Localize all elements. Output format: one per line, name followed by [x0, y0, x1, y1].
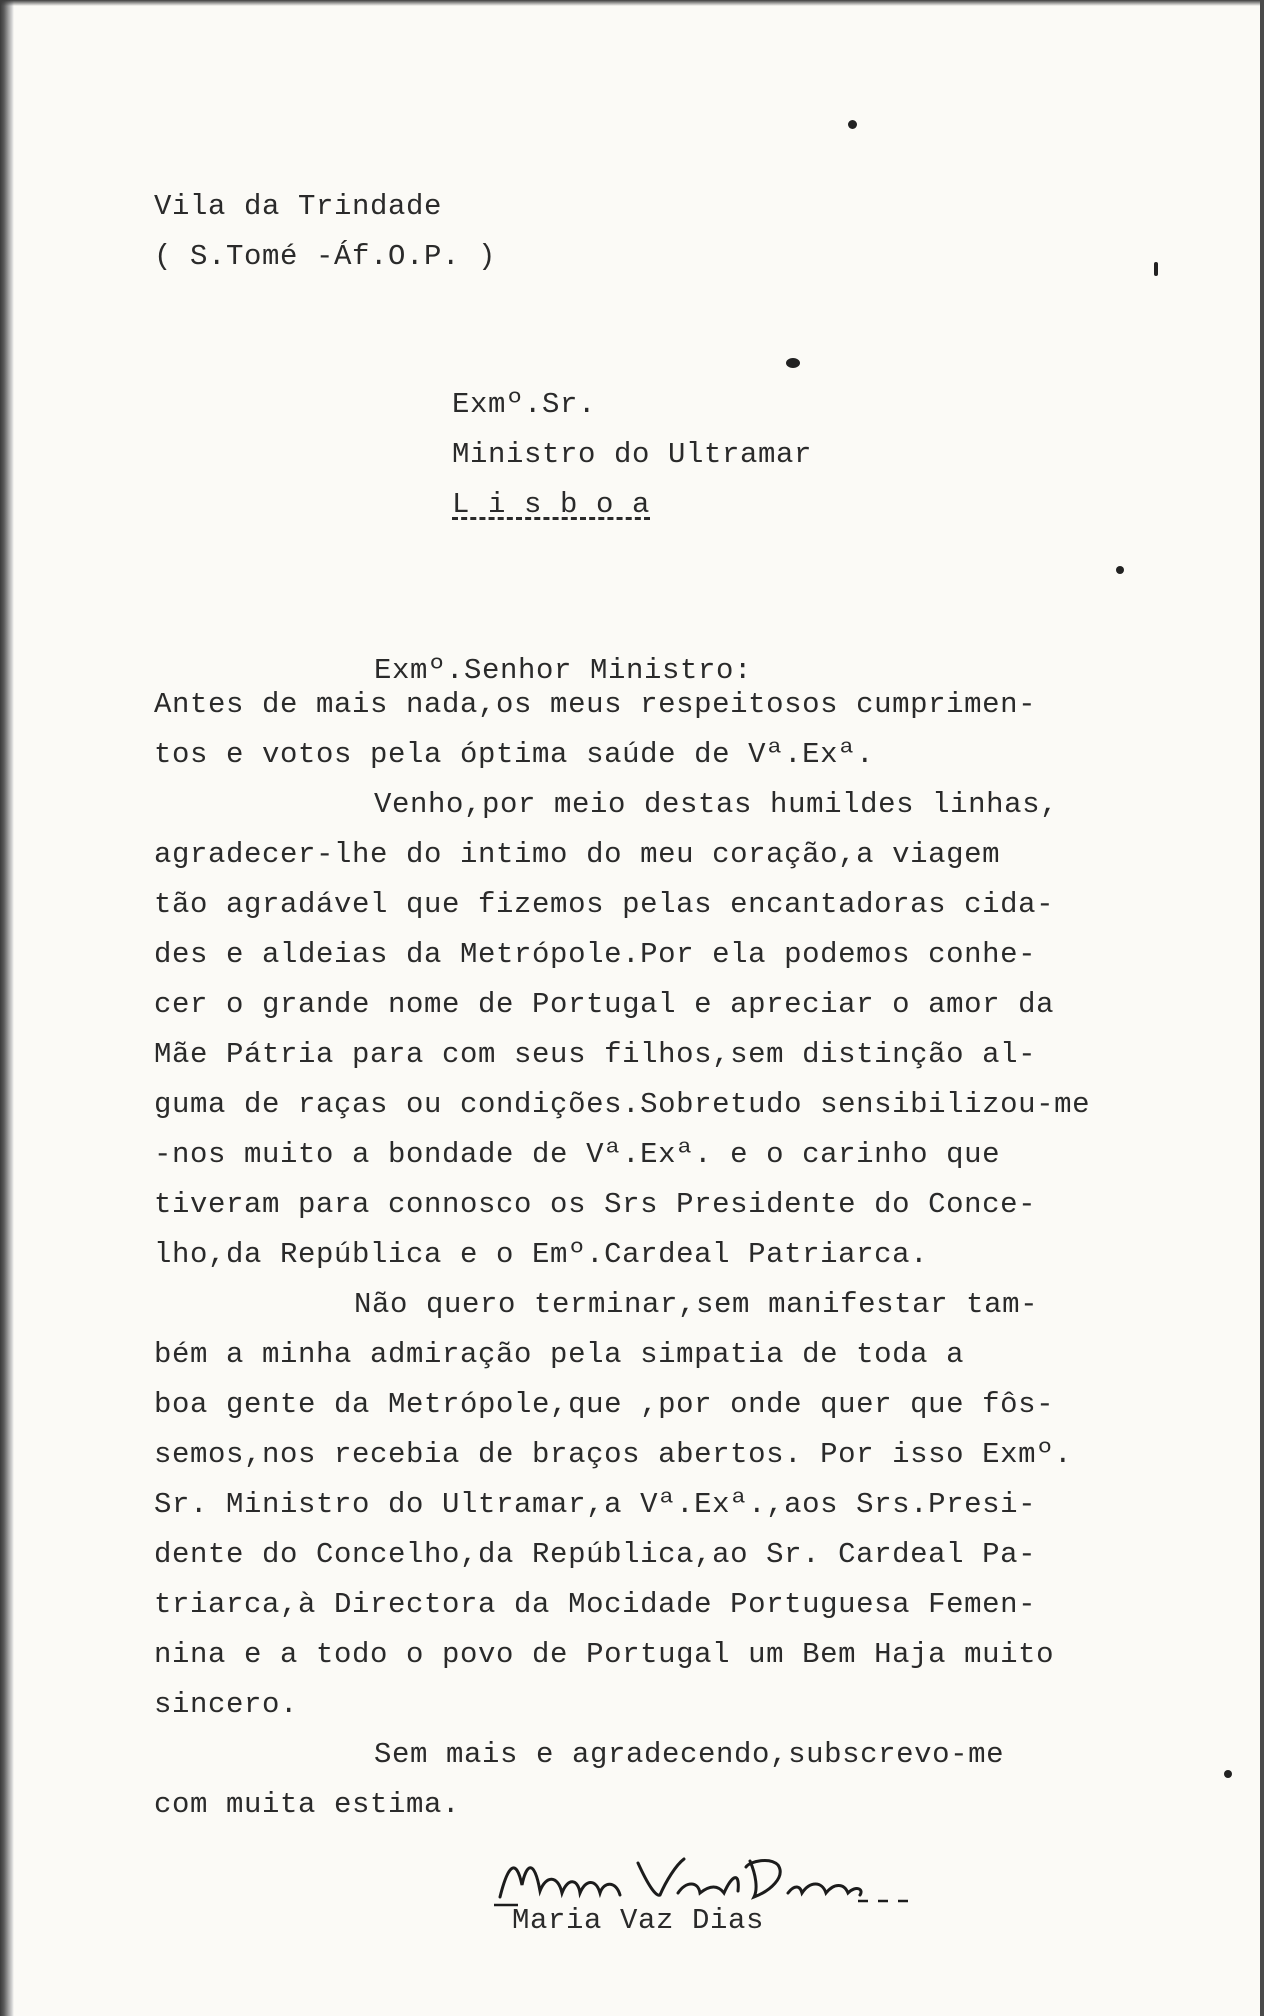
body-line: boa gente da Metrópole,que ,por onde quer que fôs- [154, 1388, 1055, 1421]
body-line: Sem mais e agradecendo,subscrevo-me [374, 1738, 1005, 1771]
scan-edge-right [1260, 0, 1264, 2016]
recipient-city: L i s b o a [452, 488, 651, 521]
body-line: Venho,por meio destas humildes linhas, [374, 788, 1059, 821]
sender-place: Vila da Trindade [154, 190, 443, 223]
ink-speck [786, 358, 800, 368]
body-line: lho,da República e o Emº.Cardeal Patriarca. [154, 1238, 929, 1271]
ink-speck [848, 120, 857, 129]
body-line: Mãe Pátria para com seus filhos,sem distinção al- [154, 1038, 1037, 1071]
body-line: sincero. [154, 1688, 299, 1721]
typed-signature-name: Maria Vaz Dias [512, 1904, 765, 1937]
body-line: des e aldeias da Metrópole.Por ela podemos conhe- [154, 938, 1037, 971]
ink-speck [1154, 262, 1158, 276]
scan-edge-left [0, 0, 14, 2016]
body-line: Não quero terminar,sem manifestar tam- [354, 1288, 1039, 1321]
body-line: guma de raças ou condições.Sobretudo sensibilizou-me [154, 1088, 1091, 1121]
body-line: bém a minha admiração pela simpatia de toda a [154, 1338, 965, 1371]
body-line: cer o grande nome de Portugal e apreciar o amor da [154, 988, 1055, 1021]
body-line: tos e votos pela óptima saúde de Vª.Exª. [154, 738, 875, 771]
body-line: semos,nos recebia de braços abertos. Por isso Exmº. [154, 1438, 1073, 1471]
body-line: nina e a todo o povo de Portugal um Bem Haja muito [154, 1638, 1055, 1671]
ink-speck [1224, 1770, 1232, 1778]
body-line: tão agradável que fizemos pelas encantadoras cida- [154, 888, 1055, 921]
body-line: Antes de mais nada,os meus respeitosos cumprimen- [154, 688, 1037, 721]
recipient-title: Ministro do Ultramar [452, 438, 813, 471]
letter-greeting: Exmº.Senhor Ministro: [374, 654, 753, 687]
body-line: tiveram para connosco os Srs Presidente do Conce- [154, 1188, 1037, 1221]
body-line: triarca,à Directora da Mocidade Portuguesa Femen- [154, 1588, 1037, 1621]
body-line: Sr. Ministro do Ultramar,a Vª.Exª.,aos Srs.Presi- [154, 1488, 1037, 1521]
scan-edge-top [0, 0, 1264, 6]
body-line: com muita estima. [154, 1788, 461, 1821]
ink-speck [1116, 566, 1124, 574]
body-line: dente do Concelho,da República,ao Sr. Cardeal Pa- [154, 1538, 1037, 1571]
body-line: -nos muito a bondade de Vª.Exª. e o carinho que [154, 1138, 1001, 1171]
sender-region: ( S.Tomé -Áf.O.P. ) [154, 240, 497, 273]
recipient-salutation: Exmº.Sr. [452, 388, 597, 421]
body-line: agradecer-lhe do intimo do meu coração,a viagem [154, 838, 1001, 871]
